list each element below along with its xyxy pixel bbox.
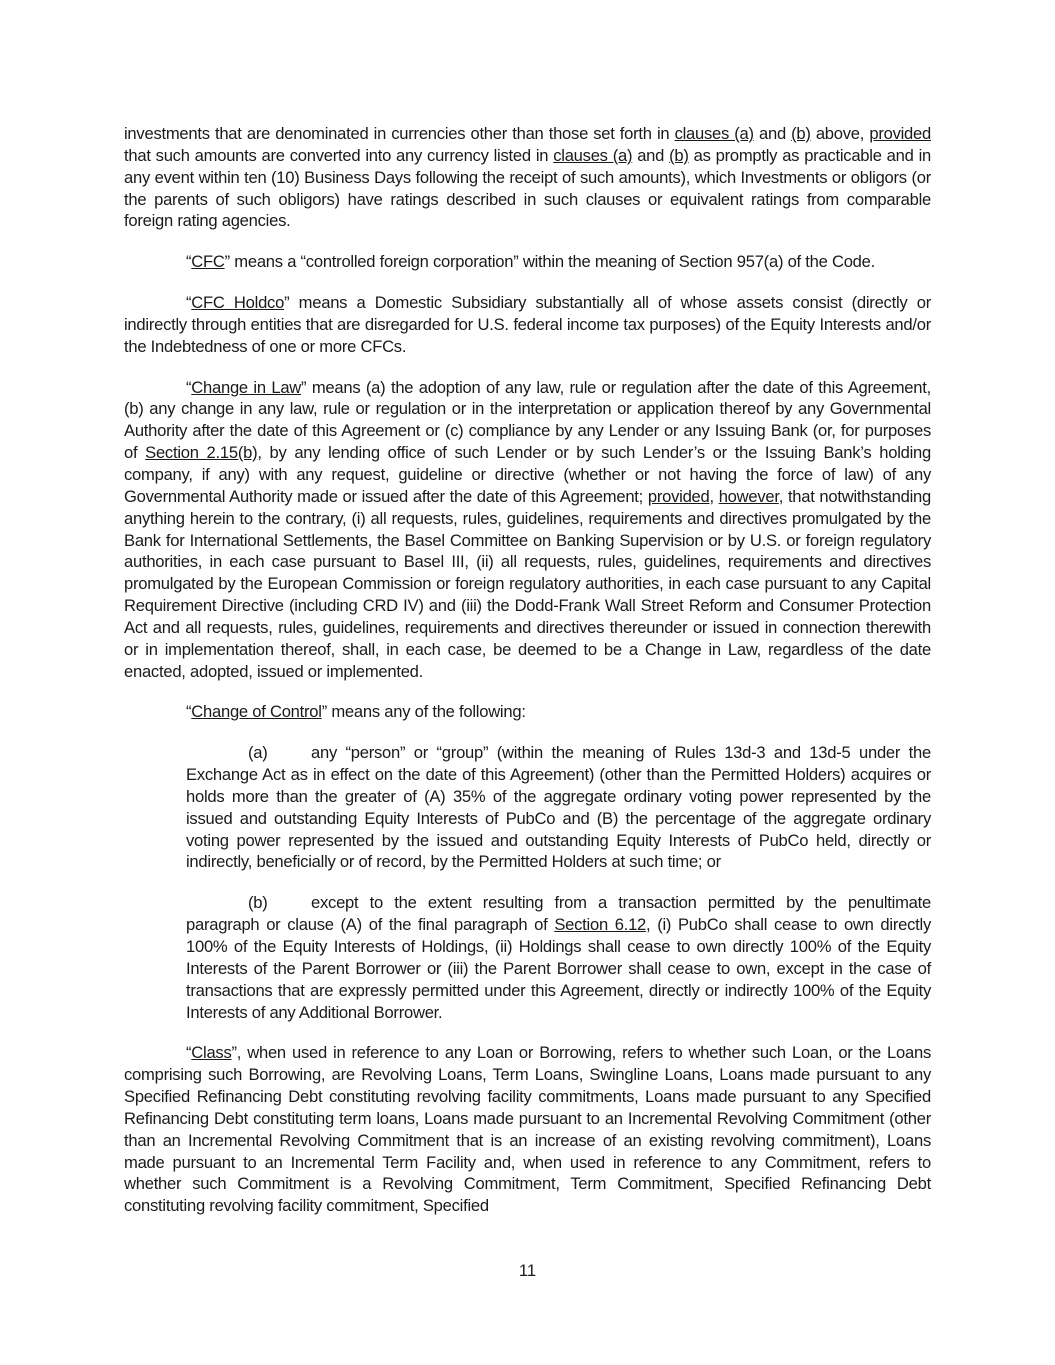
defined-term: Change of Control <box>191 702 322 722</box>
defined-term: CFC Holdco <box>191 293 285 313</box>
clause-reference: (b) <box>791 124 811 143</box>
provided-term: provided <box>647 486 710 506</box>
definition-change-in-law: “Change in Law” means (a) the adoption of any law, rule or regulation after the date of this Agreement, (b) any change in any law, rule or regulation or in the interpretation or application thereof by any Governmental Authority after the date of this Agreement or (c) compliance by any Lender or any Issuing Bank (or, for purposes of Section 2.15(b), by any lending office of such Lender or by such Lender’s or the Issuing Bank’s holding company, if any) with any request, guideline or directive (whether or not having the force of law) of any Governmental Authority made or issued after the date of this Agreement; provided, however, that notwithstanding anything herein to the contrary, (i) all requests, rules, guidelines, requirements and directives promulgated by the Bank for International Settlements, the Basel Committee on Banking Supervision or by U.S. or foreign regulatory authorities, in each case pursuant to Basel III, (ii) all requests, rules, guidelines, requirements and directives promulgated by the European Commission or foreign regulatory authorities, in each case pursuant to any Capital Requirement Directive (including CRD IV) and (iii) the Dodd-Frank Wall Street Reform and Consumer Protection Act and all requests, rules, guidelines, requirements and directives thereunder or issued in connection therewith or in implementation thereof, shall, in each case, be deemed to be a Change in Law, regardless of the date enacted, adopted, issued or implemented. <box>124 377 932 681</box>
definition-change-of-control: “Change of Control” means any of the following: <box>186 702 526 722</box>
page-number: 11 <box>518 1261 537 1280</box>
change-of-control-clause-a: (a) any “person” or “group” (within the meaning of Rules 13d-3 and 13d-5 under the Exchange Act as in effect on the date of this Agreement) (other than the Permitted Holders) acquires or holds more than the greater of (A) 35% of the aggregate ordinary voting power represented by the issued and outstanding Equity Interests of PubCo and (B) the percentage of the aggregate ordinary voting power represented by the issued and outstanding Equity Interests of PubCo held, directly or indirectly, beneficially or of record, by the Permitted Holders at such time; or <box>186 743 931 872</box>
defined-term: CFC <box>191 252 225 272</box>
clause-number: (a) <box>248 743 268 763</box>
provided-term: provided <box>869 124 931 143</box>
clause-reference: (b) <box>669 145 689 165</box>
defined-term: Change in Law <box>191 377 302 397</box>
clause-reference: clauses (a) <box>553 145 633 165</box>
clause-number: (b) <box>248 893 268 913</box>
however-term: however <box>718 486 779 506</box>
defined-term: Class <box>191 1043 232 1063</box>
clause-reference: clauses (a) <box>674 124 754 143</box>
document-page <box>124 123 931 1217</box>
section-reference: Section 6.12 <box>554 915 647 935</box>
definition-cfc-holdco: “CFC Holdco” means a Domestic Subsidiary substantially all of whose assets consist (directly or indirectly through entities that are disregarded for U.S. federal income tax purposes) of the Equity Interests and/or the Indebtedness of one or more CFCs. <box>124 293 931 356</box>
definition-cfc: “CFC” means a “controlled foreign corporation” within the meaning of Section 957(a) of the Code. <box>186 252 875 272</box>
definition-class: “Class”, when used in reference to any Loan or Borrowing, refers to whether such Loan, or the Loans comprising such Borrowing, are Revolving Loans, Term Loans, Swingline Loans, Loans made pursuant to any Specified Refinancing Debt constituting revolving facility commitments, Loans made pursuant to any Specified Refinancing Debt constituting term loans, Loans made pursuant to an Incremental Revolving Commitment (other than an Incremental Revolving Commitment that is an increase of an existing revolving commitment), Loans made pursuant to an Incremental Term Facility and, when used in reference to any Commitment, refers to whether such Commitment is a Revolving Commitment, Term Commitment, Specified Refinancing Debt constituting revolving facility commitment, Specified <box>124 1043 931 1216</box>
paragraph-investments-continuation: investments that are denominated in currencies other than those set forth in clauses (a) and (b) above, provided that such amounts are converted into any currency listed in clauses (a) and (b) as promptly as practicable and in any event within ten (10) Business Days following the receipt of such amounts), which Investments or obligors (or the parents of such obligors) have ratings described in such clauses or equivalent ratings from comparable foreign rating agencies. <box>124 124 931 231</box>
section-reference: Section 2.15(b) <box>145 443 258 463</box>
change-of-control-clause-b: (b) except to the extent resulting from a transaction permitted by the penultimate paragraph or clause (A) of the final paragraph of Section 6.12, (i) PubCo shall cease to own directly 100% of the Equity Interests of Holdings, (ii) Holdings shall cease to own directly 100% of the Equity Interests of the Parent Borrower or (iii) the Parent Borrower shall cease to own, except in the case of transactions that are expressly permitted under this Agreement, directly or indirectly 100% of the Equity Interests of any Additional Borrower. <box>186 893 931 1022</box>
